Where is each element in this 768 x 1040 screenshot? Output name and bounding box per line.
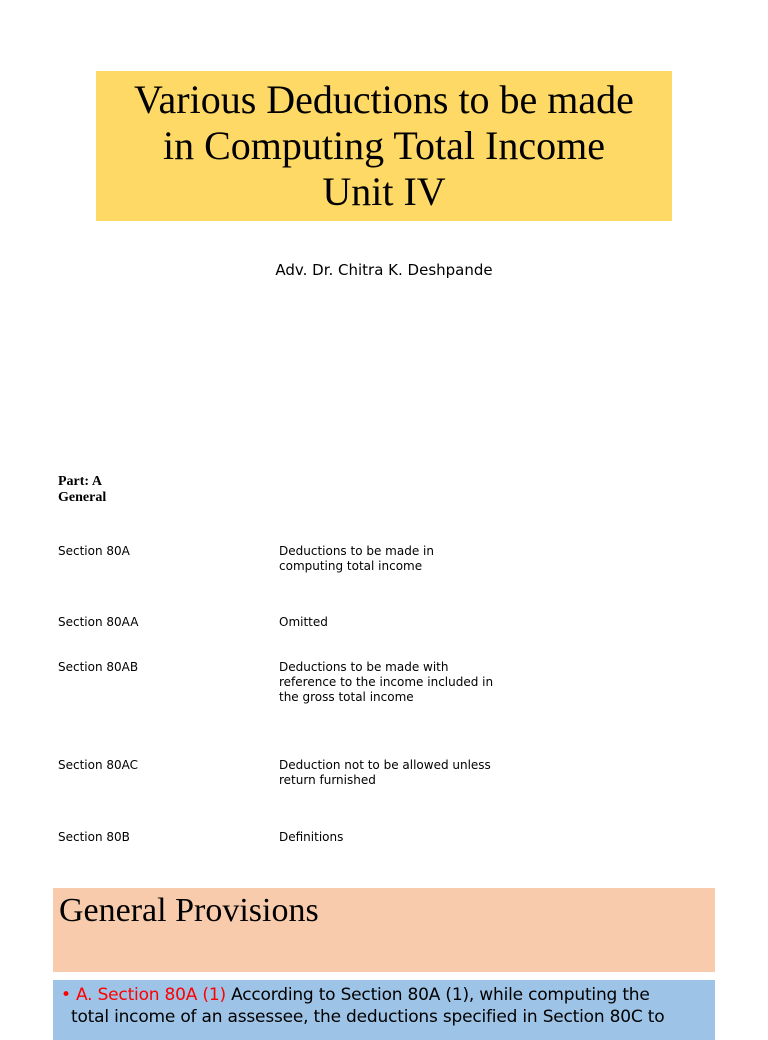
paragraph-text-line-2: total income of an assessee, the deductions specified in Section 80C to xyxy=(71,1007,665,1027)
section-number: Section 80AB xyxy=(58,660,139,674)
title-line-3: Unit IV xyxy=(322,169,446,214)
part-heading-line-2: General xyxy=(58,490,107,505)
section-description xyxy=(279,830,499,845)
title-line-1: Various Deductions to be made xyxy=(134,77,634,122)
title-box xyxy=(96,71,672,221)
bullet: • xyxy=(61,985,71,1005)
section-description-line: reference to the income included in xyxy=(279,675,494,689)
part-heading xyxy=(58,474,106,506)
section-description-line: return furnished xyxy=(279,773,376,787)
author: Adv. Dr. Chitra K. Deshpande xyxy=(275,261,493,279)
provision-paragraph xyxy=(61,984,709,1028)
section-description xyxy=(279,615,499,630)
section-description-line: the gross total income xyxy=(279,690,414,704)
general-provisions-box xyxy=(53,888,715,972)
section-number: Section 80A xyxy=(58,544,130,558)
part-heading-line-1: Part: A xyxy=(58,474,102,489)
section-description-line: Definitions xyxy=(279,830,344,844)
section-description xyxy=(279,758,499,788)
section-description-line: Deduction not to be allowed unless xyxy=(279,758,491,772)
section-description-line: computing total income xyxy=(279,559,423,573)
paragraph-text-line-1: According to Section 80A (1), while computing the xyxy=(225,985,650,1005)
section-highlight: A. Section 80A (1) xyxy=(76,985,226,1005)
general-provisions-title: General Provisions xyxy=(59,892,319,929)
section-description xyxy=(279,544,499,574)
section-description-line: Deductions to be made with xyxy=(279,660,449,674)
section-description-line: Deductions to be made in xyxy=(279,544,434,558)
title-line-2: in Computing Total Income xyxy=(163,123,605,168)
section-description xyxy=(279,660,499,705)
section-description-line: Omitted xyxy=(279,615,328,629)
section-number: Section 80B xyxy=(58,830,130,844)
provision-paragraph-box xyxy=(53,980,715,1040)
section-number: Section 80AA xyxy=(58,615,139,629)
section-number: Section 80AC xyxy=(58,758,139,772)
